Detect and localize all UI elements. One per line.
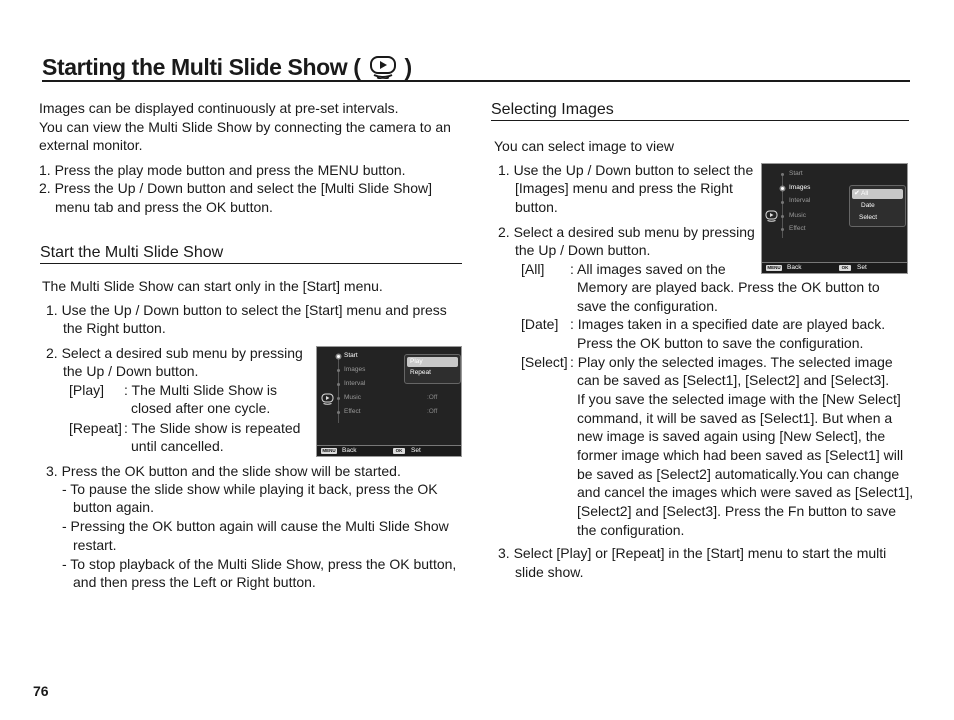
submenu-box (404, 354, 461, 384)
all-desc: : All images saved on the (570, 261, 726, 277)
ok-key-icon: OK (839, 265, 851, 271)
page-title (42, 52, 910, 82)
set-label: Set (411, 447, 421, 454)
menu-item-images: Images (789, 184, 811, 191)
step-2: 2. Press the Up / Down button and select the [Multi Slide Show] (39, 180, 432, 196)
repeat-desc-cont: until cancelled. (131, 438, 224, 454)
select-step-2-cont: the Up / Down button. (515, 242, 651, 258)
intro-line-1: Images can be displayed continuously at pre-set intervals. (39, 100, 399, 116)
multi-slide-show-icon (368, 55, 398, 86)
all-label: [All] (521, 261, 545, 277)
menu-item-music: Music (344, 394, 361, 401)
screen-bottom-bar (762, 262, 907, 273)
checkmark-icon: ✔ (854, 190, 860, 197)
select-desc-8: [Select2] and [Select3]. Press the Fn button to save (577, 503, 897, 519)
page-title-text: Starting the Multi Slide Show ( (42, 54, 361, 80)
slide-show-menu-icon (765, 210, 778, 222)
play-desc-cont: closed after one cycle. (131, 400, 271, 416)
select-note: You can select image to view (494, 138, 675, 154)
select-desc-3: command, it will be saved as [Select1]. But when a (577, 410, 893, 426)
back-label: Back (787, 264, 802, 271)
play-desc: : The Multi Slide Show is (124, 382, 278, 398)
set-label: Set (857, 264, 867, 271)
menu-item-effect: Effect (344, 408, 361, 415)
bullet-1-cont: button again. (73, 499, 154, 515)
start-step-2-cont: the Up / Down button. (63, 363, 199, 379)
select-label: [Select] (521, 354, 568, 370)
menu-item-music: Music (789, 212, 806, 219)
submenu-option-select: Select (859, 214, 878, 221)
select-step-1-cont-a: [Images] menu and press the Right (515, 180, 733, 196)
menu-item-interval: Interval (789, 197, 811, 204)
camera-screen-start-menu (316, 346, 462, 457)
submenu-option-repeat: Repeat (410, 369, 431, 376)
submenu-option-all (852, 189, 903, 199)
step-1: 1. Press the play mode button and press the MENU button. (39, 162, 406, 178)
date-label: [Date] (521, 316, 559, 332)
play-label: [Play] (69, 382, 105, 398)
back-label: Back (342, 447, 357, 454)
select-desc-5: former image which had been saved as [Select1] will (577, 447, 904, 463)
page-number: 76 (33, 683, 49, 699)
slide-show-menu-icon (321, 393, 334, 405)
camera-screen-images-menu (761, 163, 908, 274)
ok-key-icon: OK (393, 448, 405, 454)
menu-key-icon: MENU (322, 448, 336, 453)
all-desc-cont-a: Memory are played back. Press the OK button to (577, 279, 880, 295)
select-desc-0: : Play only the selected images. The selected image (570, 354, 893, 370)
submenu-box (849, 185, 906, 227)
submenu-option-date: Date (861, 202, 875, 209)
start-step-1-cont: the Right button. (63, 320, 166, 336)
menu-item-effect: Effect (789, 225, 806, 232)
start-step-3: 3. Press the OK button and the slide show will be started. (46, 463, 401, 479)
intro-line-2: You can view the Multi Slide Show by connecting the camera to an (39, 119, 451, 135)
section-heading-start: Start the Multi Slide Show (40, 243, 462, 264)
select-desc-7: and cancel the images which were saved as [Select1], (577, 484, 914, 500)
bullet-1: - To pause the slide show while playing it back, press the OK (62, 481, 438, 497)
select-desc-2: If you save the selected image with the [New Select] (577, 391, 901, 407)
start-step-1: 1. Use the Up / Down button to select the [Start] menu and press (46, 302, 447, 318)
date-desc: : Images taken in a specified date are played back. (570, 316, 886, 332)
bullet-3-cont: and then press the Left or Right button. (73, 574, 316, 590)
select-desc-6: be saved as [Select2] automatically.You can change (577, 466, 900, 482)
select-step-2: 2. Select a desired sub menu by pressing (498, 224, 755, 240)
start-step-2: 2. Select a desired sub menu by pressing (46, 345, 303, 361)
repeat-label: [Repeat] (69, 420, 122, 436)
select-step-1: 1. Use the Up / Down button to select the (498, 162, 754, 178)
menu-item-start: Start (789, 170, 803, 177)
bullet-3: - To stop playback of the Multi Slide Show, press the OK button, (62, 556, 457, 572)
bullet-2: - Pressing the OK button again will cause the Multi Slide Show (62, 518, 449, 534)
select-desc-4: new image is saved again using [New Select], the (577, 428, 886, 444)
select-desc-1: can be saved as [Select1], [Select2] and [Select3]. (577, 372, 890, 388)
select-step-3: 3. Select [Play] or [Repeat] in the [Start] menu to start the multi (498, 545, 887, 561)
section-heading-selecting: Selecting Images (491, 100, 909, 121)
select-step-1-cont-b: button. (515, 199, 558, 215)
start-note: The Multi Slide Show can start only in the [Start] menu. (42, 278, 383, 294)
menu-item-images: Images (344, 366, 366, 373)
bullet-2-cont: restart. (73, 537, 117, 553)
all-desc-cont-b: save the configuration. (577, 298, 718, 314)
intro-line-3: external monitor. (39, 137, 143, 153)
page-title-close: ) (404, 54, 412, 80)
submenu-option-play: Play (407, 357, 458, 367)
select-desc-9: the configuration. (577, 522, 685, 538)
submenu-option-all-label: All (861, 190, 869, 197)
effect-value: :Off (427, 408, 438, 415)
menu-item-start: Start (344, 352, 358, 359)
date-desc-cont: Press the OK button to save the configuration. (577, 335, 864, 351)
repeat-desc: : The Slide show is repeated (124, 420, 301, 436)
menu-key-icon: MENU (767, 265, 781, 270)
music-value: :Off (427, 394, 438, 401)
step-2-cont: menu tab and press the OK button. (55, 199, 273, 215)
screen-bottom-bar (317, 445, 461, 456)
menu-item-interval: Interval (344, 380, 366, 387)
select-step-3-cont: slide show. (515, 564, 584, 580)
